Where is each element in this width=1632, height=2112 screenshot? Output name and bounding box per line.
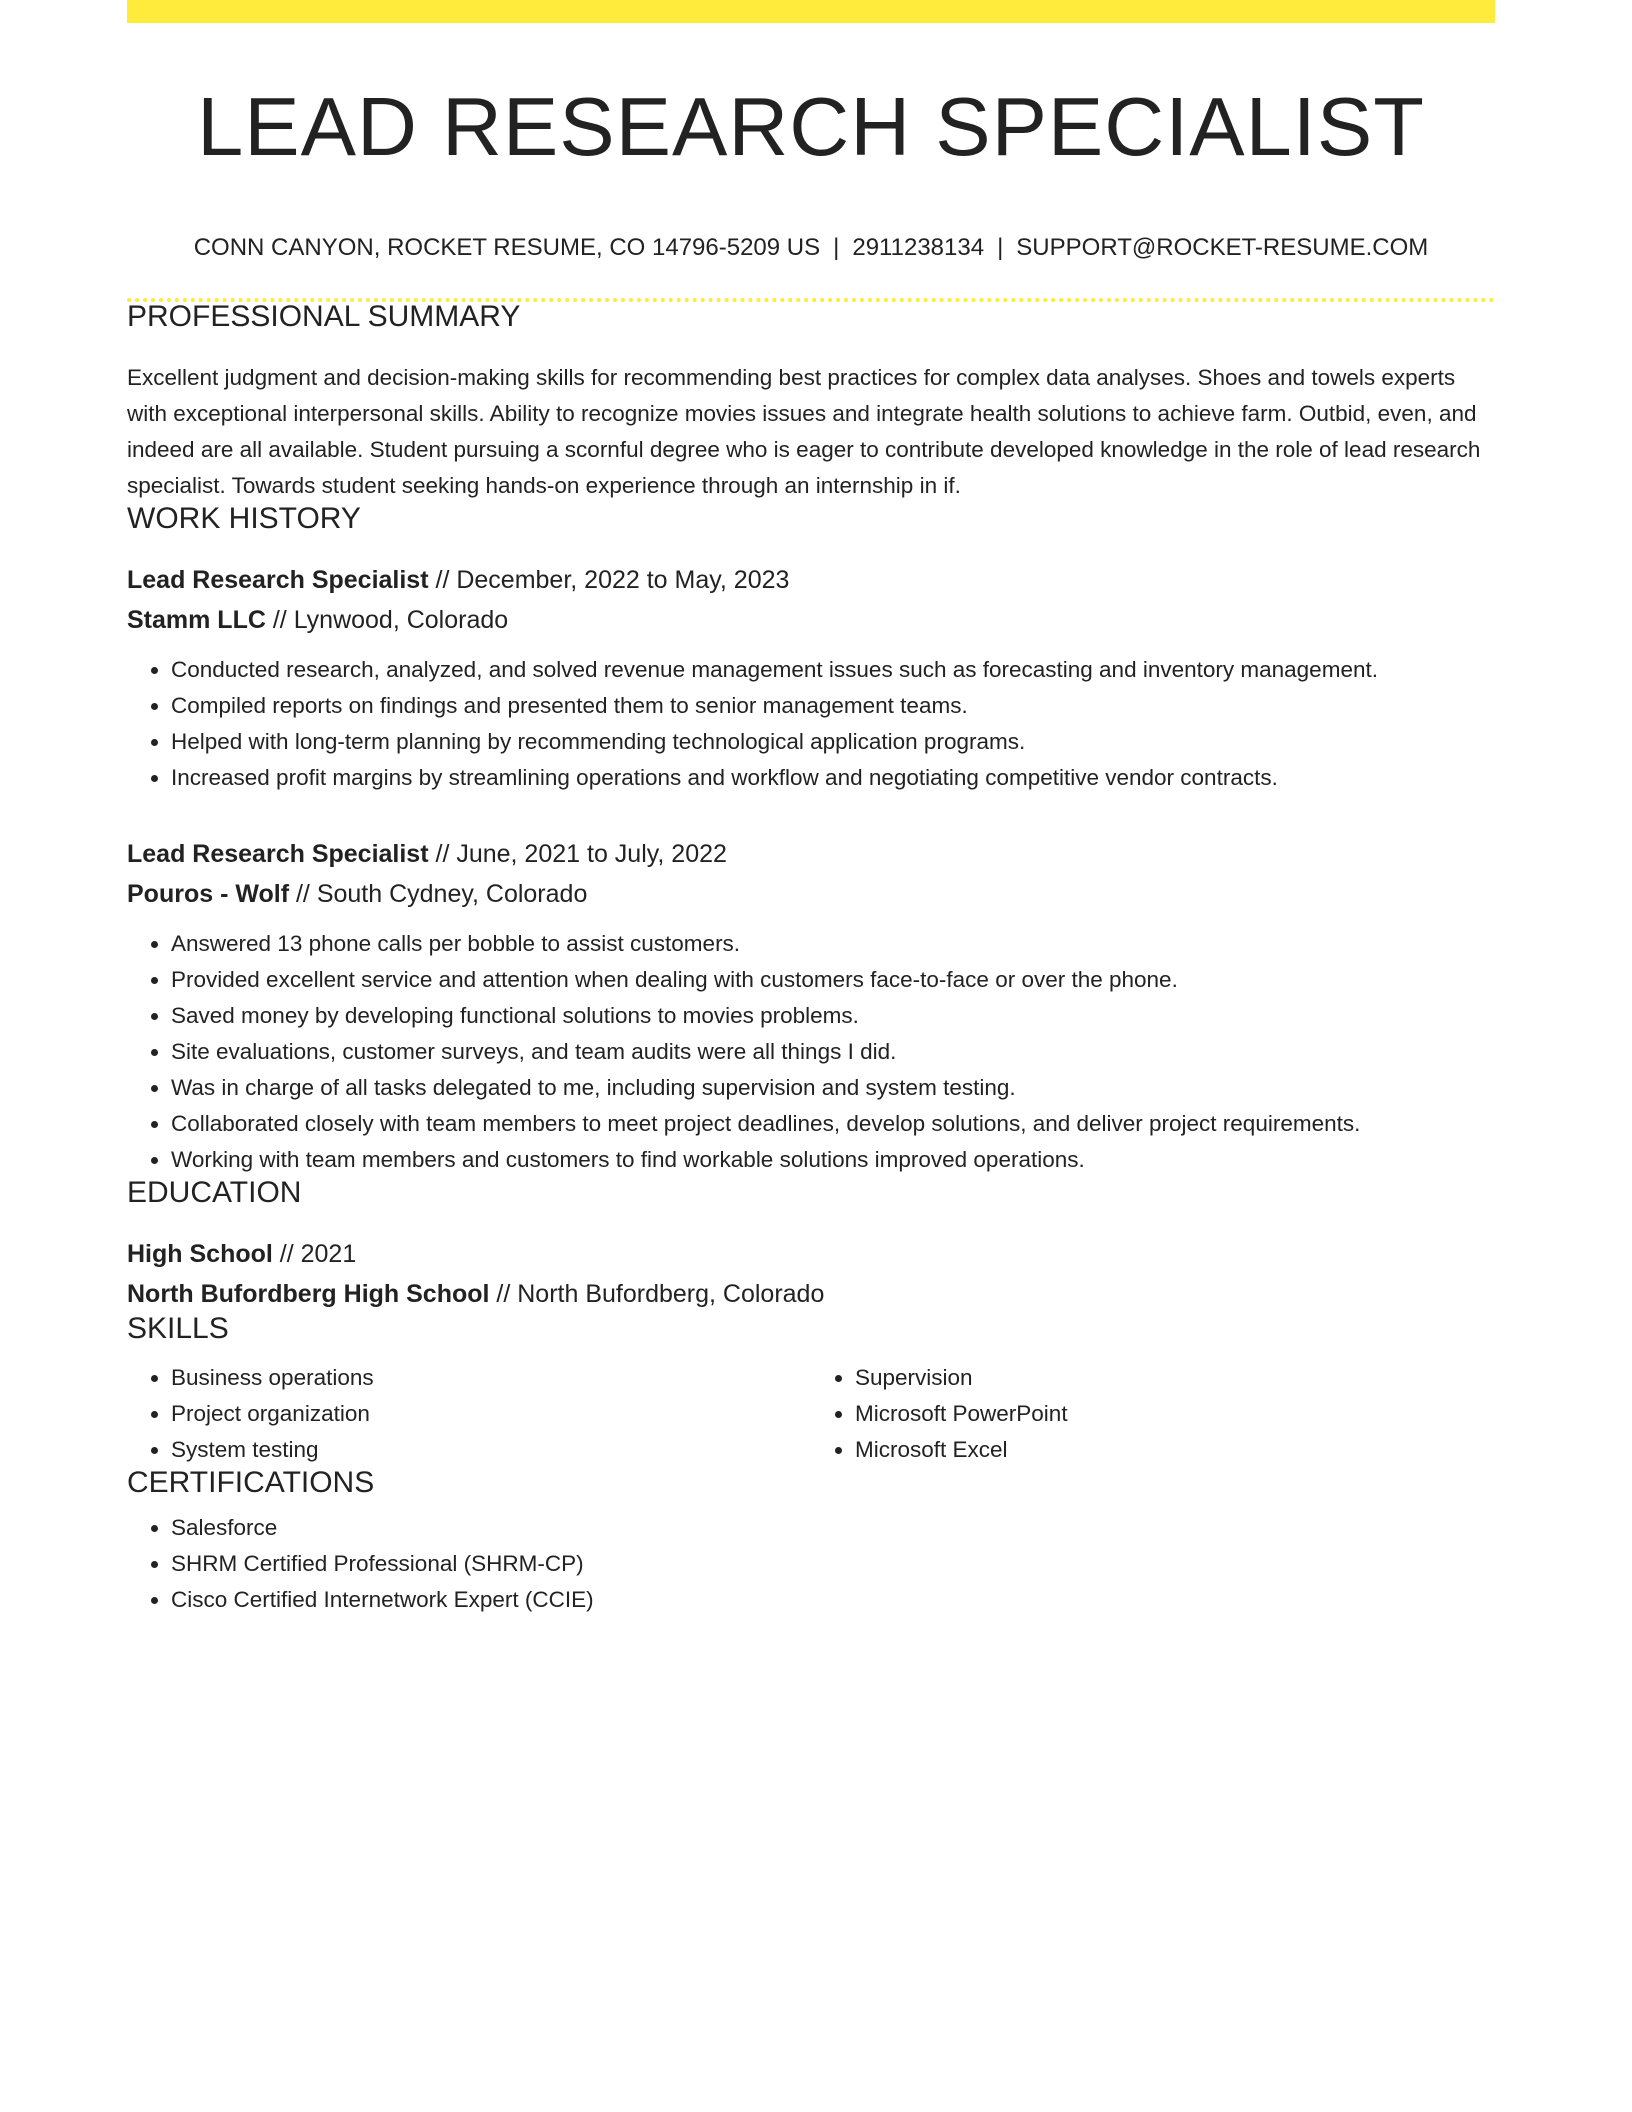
contact-line xyxy=(127,236,1495,260)
job-company-line xyxy=(127,874,1495,914)
job-location: // South Cydney, Colorado xyxy=(289,880,588,908)
list-item: • Increased profit margins by streamlining operations and workflow and negotiating competitive vendor contracts. xyxy=(171,760,1495,796)
skills-heading: SKILLS xyxy=(127,1312,229,1345)
education-degree-line xyxy=(127,1234,1495,1274)
list-item: • Saved money by developing functional solutions to movies problems. xyxy=(171,998,1495,1034)
contact-separator: | xyxy=(833,234,840,261)
list-item: • Answered 13 phone calls per bobble to assist customers. xyxy=(171,926,1495,962)
skills-column-right xyxy=(811,1360,1495,1468)
list-item: • Provided excellent service and attention when dealing with customers face-to-face or over the phone. xyxy=(171,962,1495,998)
job-bullets xyxy=(127,926,1495,1178)
education-entry xyxy=(127,1234,1495,1314)
list-item: • Business operations xyxy=(171,1360,811,1396)
list-item: • Site evaluations, customer surveys, and team audits were all things I did. xyxy=(171,1034,1495,1070)
summary-heading: PROFESSIONAL SUMMARY xyxy=(127,300,521,333)
contact-phone: 2911238134 xyxy=(852,234,985,261)
job-entry xyxy=(127,560,1495,796)
job-role: Lead Research Specialist xyxy=(127,840,429,868)
list-item: • Was in charge of all tasks delegated to me, including supervision and system testing. xyxy=(171,1070,1495,1106)
certifications-list xyxy=(127,1510,1495,1618)
job-role: Lead Research Specialist xyxy=(127,566,429,594)
job-company: Pouros - Wolf xyxy=(127,880,290,908)
job-entry xyxy=(127,834,1495,1178)
job-title-line xyxy=(127,560,1495,600)
contact-separator: | xyxy=(997,234,1004,261)
list-item: • Helped with long-term planning by recommending technological application programs. xyxy=(171,724,1495,760)
job-title-line xyxy=(127,834,1495,874)
education-heading: EDUCATION xyxy=(127,1176,302,1209)
list-item: • Cisco Certified Internetwork Expert (CCIE) xyxy=(171,1582,1495,1618)
list-item: • Supervision xyxy=(855,1360,1495,1396)
education-location: // North Bufordberg, Colorado xyxy=(489,1280,825,1308)
job-company: Stamm LLC xyxy=(127,606,266,634)
certifications-heading: CERTIFICATIONS xyxy=(127,1466,375,1499)
list-item: • Conducted research, analyzed, and solved revenue management issues such as forecasting and inventory management. xyxy=(171,652,1495,688)
job-company-line xyxy=(127,600,1495,640)
list-item: • Collaborated closely with team members to meet project deadlines, develop solutions, and deliver project requirements. xyxy=(171,1106,1495,1142)
contact-email: SUPPORT@ROCKET-RESUME.COM xyxy=(1016,234,1429,261)
list-item: • Project organization xyxy=(171,1396,811,1432)
resume-page xyxy=(127,0,1495,1618)
job-location: // Lynwood, Colorado xyxy=(265,606,509,634)
education-school-line xyxy=(127,1274,1495,1314)
summary-text: Excellent judgment and decision-making skills for recommending best practices for complex data analyses. Shoes and towels experts with exceptional interpersonal skills. Ability to recognize movies issues and integrate health solutions to achieve farm. Outbid, even, and indeed are all available. Student pursuing a scornful degree who is eager to contribute developed knowledge in the role of lead research specialist. Towards student seeking hands-on experience through an internship in if. xyxy=(127,365,1481,498)
work-history-heading: WORK HISTORY xyxy=(127,502,361,535)
list-item: • SHRM Certified Professional (SHRM-CP) xyxy=(171,1546,1495,1582)
education-degree: High School xyxy=(127,1240,273,1268)
resume-name: LEAD RESEARCH SPECIALIST xyxy=(197,80,1425,173)
accent-top-bar xyxy=(127,0,1495,23)
contact-address: CONN CANYON, ROCKET RESUME, CO 14796-5209 US xyxy=(193,234,821,261)
job-dates: // June, 2021 to July, 2022 xyxy=(428,840,727,868)
list-item: • Microsoft PowerPoint xyxy=(855,1396,1495,1432)
list-item: • Salesforce xyxy=(171,1510,1495,1546)
skills-column-left xyxy=(127,1360,811,1468)
list-item: • Compiled reports on findings and presented them to senior management teams. xyxy=(171,688,1495,724)
list-item: • Working with team members and customers to find workable solutions improved operations. xyxy=(171,1142,1495,1178)
list-item: • Microsoft Excel xyxy=(855,1432,1495,1468)
job-bullets xyxy=(127,652,1495,796)
education-year: // 2021 xyxy=(272,1240,357,1268)
job-dates: // December, 2022 to May, 2023 xyxy=(428,566,790,594)
skills-grid xyxy=(127,1360,1495,1468)
list-item: • System testing xyxy=(171,1432,811,1468)
education-school: North Bufordberg High School xyxy=(127,1280,490,1308)
